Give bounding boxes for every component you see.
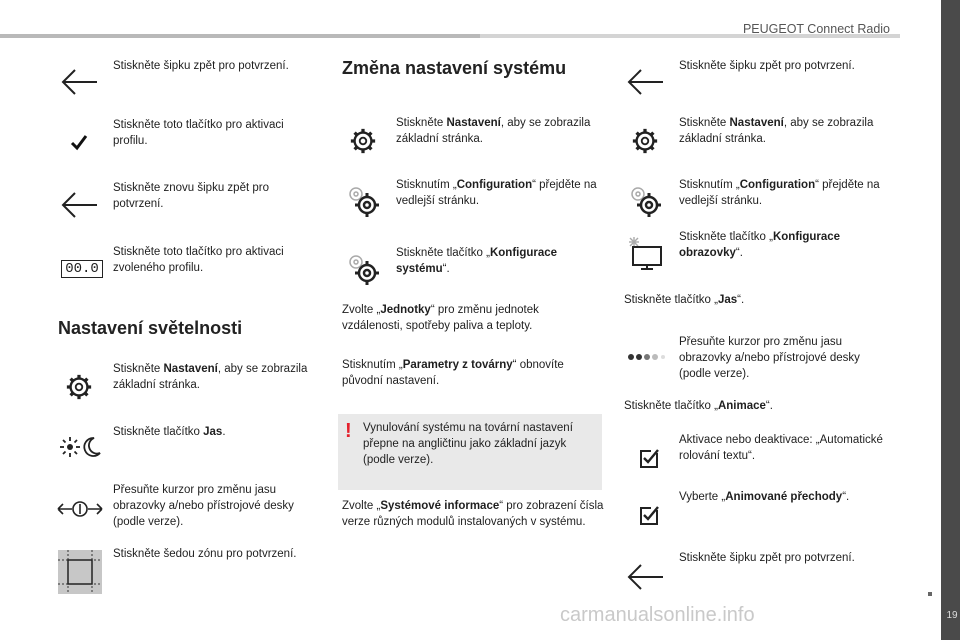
gear-icon[interactable] bbox=[64, 372, 94, 402]
paragraph: Stiskněte tlačítko „Animace“. bbox=[624, 400, 773, 412]
watermark: carmanualsonline.info bbox=[560, 604, 755, 626]
back-arrow-icon[interactable] bbox=[624, 62, 666, 102]
instruction-text: Přesuňte kurzor pro změnu jasu obrazovky a/nebo přístrojové desky (podle verze). bbox=[113, 484, 294, 528]
instruction-text: Stisknutím „Configuration“ přejděte na vedlejší stránku. bbox=[679, 179, 880, 207]
instruction-text: Stiskněte toto tlačítko pro aktivaci profilu. bbox=[113, 119, 284, 147]
instruction-text: Stiskněte Nastavení, aby se zobrazila základní stránka. bbox=[396, 117, 591, 145]
page-number: 19 bbox=[946, 610, 958, 621]
paragraph: Zvolte „Systémové informace“ pro zobrazení čísla verze různých modulů instalovaných v systému. bbox=[342, 500, 604, 528]
side-tab bbox=[941, 0, 960, 640]
back-arrow-icon[interactable] bbox=[58, 188, 100, 222]
gears-icon[interactable] bbox=[344, 182, 382, 220]
back-arrow-icon[interactable] bbox=[58, 62, 100, 102]
checkmark-icon[interactable] bbox=[62, 128, 96, 156]
instruction-text: Přesuňte kurzor pro změnu jasu obrazovky a/nebo přístrojové desky (podle verze). bbox=[679, 336, 860, 380]
instruction-text: Stiskněte Nastavení, aby se zobrazila základní stránka. bbox=[679, 117, 874, 145]
instruction-text: Stiskněte šipku zpět pro potvrzení. bbox=[679, 60, 855, 72]
back-arrow-icon[interactable] bbox=[624, 560, 666, 594]
instruction-text: Stiskněte tlačítko „Konfigurace systému“. bbox=[396, 247, 558, 275]
instruction-text: Aktivace nebo deaktivace: „Automatické rolování textu“. bbox=[679, 434, 883, 462]
section-title: Nastavení světelnosti bbox=[58, 318, 243, 338]
continue-marker bbox=[928, 592, 932, 596]
warning-text: Vynulování systému na tovární nastavení přepne na angličtinu jako základní jazyk (podle verze). bbox=[363, 422, 573, 466]
paragraph: Stisknutím „Parametry z továrny“ obnovíte původní nastavení. bbox=[342, 359, 564, 387]
instruction-text: Stiskněte šipku zpět pro potvrzení. bbox=[113, 60, 289, 72]
instruction-text: Stiskněte toto tlačítko pro aktivaci zvoleného profilu. bbox=[113, 246, 284, 274]
gray-zone-icon[interactable] bbox=[58, 550, 102, 594]
warning-icon: ! bbox=[345, 420, 352, 442]
section-title: Změna nastavení systému bbox=[342, 58, 567, 78]
gear-icon[interactable] bbox=[348, 126, 378, 156]
instruction-text: Stiskněte šedou zónu pro potvrzení. bbox=[113, 548, 297, 560]
screen-brightness-icon[interactable] bbox=[624, 234, 666, 272]
gears-icon[interactable] bbox=[344, 250, 382, 288]
instruction-text: Stisknutím „Configuration“ přejděte na vedlejší stránku. bbox=[396, 179, 597, 207]
slider-icon[interactable] bbox=[54, 498, 106, 520]
checkbox-icon[interactable] bbox=[636, 446, 662, 472]
dots-slider-icon[interactable] bbox=[624, 350, 666, 364]
paragraph: Stiskněte tlačítko „Jas“. bbox=[624, 294, 745, 306]
gear-icon[interactable] bbox=[630, 126, 660, 156]
instruction-text: Vyberte „Animované přechody“. bbox=[679, 491, 850, 503]
instruction-text: Stiskněte tlačítko Jas. bbox=[113, 426, 226, 438]
checkbox-icon[interactable] bbox=[636, 503, 662, 529]
header-rule bbox=[0, 34, 480, 38]
brightness-moon-icon[interactable] bbox=[58, 434, 102, 460]
page-header: PEUGEOT Connect Radio bbox=[742, 22, 890, 36]
display-value: 00.0 bbox=[61, 260, 103, 278]
instruction-text: Stiskněte znovu šipku zpět pro potvrzení. bbox=[113, 182, 269, 210]
instruction-text: Stiskněte tlačítko „Konfigurace obrazovky“. bbox=[679, 231, 841, 259]
paragraph: Zvolte „Jednotky“ pro změnu jednotek vzdálenosti, spotřeby paliva a teploty. bbox=[342, 304, 539, 332]
instruction-text: Stiskněte šipku zpět pro potvrzení. bbox=[679, 552, 855, 564]
instruction-text: Stiskněte Nastavení, aby se zobrazila základní stránka. bbox=[113, 363, 308, 391]
gears-icon[interactable] bbox=[626, 182, 664, 220]
display-00-icon[interactable] bbox=[58, 257, 106, 281]
